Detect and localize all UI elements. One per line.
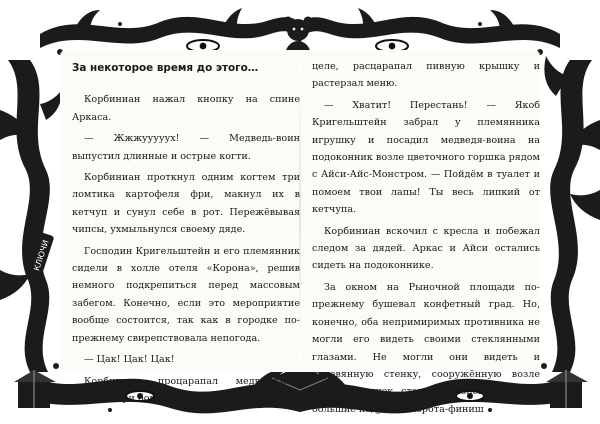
paragraph: Корбиниан вскочил с кресла и побежал следом за дядей. Аркас и Айси остались сидеть на подоконнике. bbox=[312, 225, 540, 272]
paragraph: Господин Кригельштейн и его племянник сидели в холле отеля «Корона», решив немного подкрепиться перед массовым забегом. Конечно, если это мероприятие вообще состоится, так как в городке по-прежнему свирепствовала непогода. bbox=[72, 245, 300, 344]
paragraph: За окном на Рыночной площади по-прежнему бушевал конфетный град. Но, конечно, оба непримиримых противника не могли его видеть своими стеклянными глазами. Не могли они видеть и деревянную стенку, сооружённую возле лавки игрушек старого Зибценрюбеля, и большие надувные ворота-финиш bbox=[312, 281, 540, 415]
left-page-column bbox=[72, 58, 300, 411]
key-label-text: КЛЮЧИ bbox=[32, 238, 51, 272]
paragraph: Корбиниан нажал кнопку на спине Аркаса. bbox=[72, 94, 300, 123]
paragraph: Корбиниан проткнул одним когтем три ломтика картофеля фри, макнул их в кетчуп и сунул себе в рот. Пережёвывая чипсы, ухмыльнулся своему дяде. bbox=[72, 172, 300, 236]
chapter-heading: За некоторое время до этого… bbox=[72, 62, 259, 74]
paragraph: — Хватит! Перестань! — Якоб Кригельштейн забрал у племянника игрушку и посадил медведя-воина на подоконник возле цветочного горшка рядом с Айси-Айс-Монстром. — Пойдём в туалет и помоем твои лапы! Ты весь липкий от кетчупа. bbox=[312, 99, 540, 216]
paragraph: — Цак! Цак! Цак! bbox=[84, 354, 175, 366]
paragraph: — Жжжууууух! — Медведь-воин выпустил длинные и острые когти. bbox=[72, 133, 300, 162]
paragraph: Корбиниан процарапал медвежьими когтями три борозды на дядином шни- bbox=[72, 375, 300, 404]
right-page-column bbox=[312, 58, 540, 422]
paragraph: целе, расцарапал пивную крышку и растерзал меню. bbox=[312, 61, 540, 90]
